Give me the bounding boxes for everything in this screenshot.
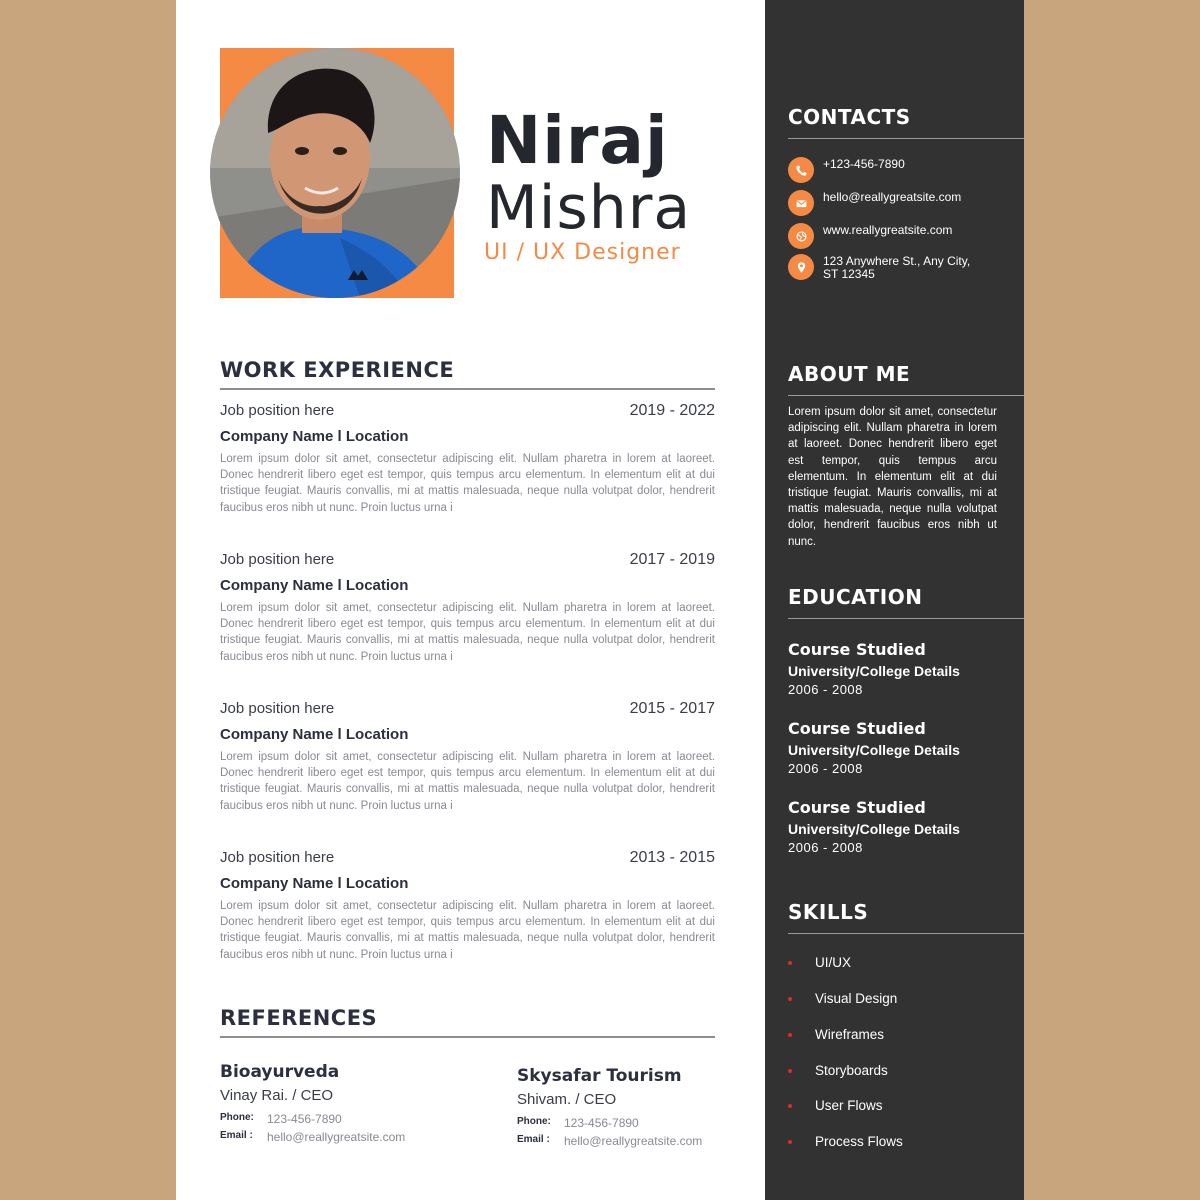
education-heading: EDUCATION [788,585,1024,619]
mail-icon [788,190,814,216]
bullet-icon [788,1140,792,1144]
education-years: 2006 - 2008 [788,761,863,776]
contact-phone-text: +123-456-7890 [823,157,905,171]
contact-website [788,223,952,249]
skill-label: UI/UX [815,955,852,970]
contact-address-text [823,255,970,281]
job-position: Job position here [220,402,335,419]
reference-card [220,1062,450,1144]
job-company: Company Name l Location [220,875,409,892]
job-description: Lorem ipsum dolor sit amet, consectetur adipiscing elit. Nullam pharetra in lorem at laoreet. Donec hendrerit libero eget est tempor, quis tempus arcu elementum. In elementum elit at dui tristique feugiat. Mauris convallis, mi at mattis malesuada, neque nulla volutpat dolor, hendrerit faucibus eros nibh ut nunc. Proin luctus urna i [220,453,715,514]
phone-label: Phone: [220,1112,254,1123]
skill-item [788,1134,903,1149]
education-years: 2006 - 2008 [788,840,863,855]
job-description: Lorem ipsum dolor sit amet, consectetur adipiscing elit. Nullam pharetra in lorem at laoreet. Donec hendrerit libero eget est tempor, quis tempus arcu elementum. In elementum elit at dui tristique feugiat. Mauris convallis, mi at mattis malesuada, neque nulla volutpat dolor, hendrerit faucibus eros nibh ut nunc. Proin luctus urna i [220,900,715,961]
job-title: UI / UX Designer [484,240,681,265]
contact-phone [788,157,905,183]
education-institution: University/College Details [788,742,960,758]
job-years: 2015 - 2017 [629,700,715,717]
education-course: Course Studied [788,798,926,817]
email-label: Email : [517,1134,550,1145]
reference-email: hello@reallygreatsite.com [564,1134,703,1148]
reference-name: Skysafar Tourism [517,1066,682,1086]
job-description: Lorem ipsum dolor sit amet, consectetur adipiscing elit. Nullam pharetra in lorem at laoreet. Donec hendrerit libero eget est tempor, quis tempus arcu elementum. In elementum elit at dui tristique feugiat. Mauris convallis, mi at mattis malesuada, neque nulla volutpat dolor, hendrerit faucibus eros nibh ut nunc. Proin luctus urna i [220,602,715,663]
reference-role: Vinay Rai. / CEO [220,1087,334,1104]
skill-label: Wireframes [815,1027,885,1042]
skill-label: User Flows [815,1098,883,1113]
education-institution: University/College Details [788,663,960,679]
skill-label: Process Flows [815,1134,903,1149]
contact-email-text: hello@reallygreatsite.com [823,190,962,204]
education-entry [788,719,1018,776]
job-position: Job position here [220,849,335,866]
skill-item [788,1098,883,1113]
email-label: Email : [220,1130,253,1141]
bullet-icon [788,1033,792,1037]
resume-main-column [176,0,765,1200]
bullet-icon [788,961,792,965]
reference-phone: 123-456-7890 [564,1116,639,1130]
bullet-icon [788,997,792,1001]
contact-website-text: www.reallygreatsite.com [823,223,953,237]
skill-label: Storyboards [815,1063,888,1078]
reference-role: Shivam. / CEO [517,1091,617,1108]
last-name: Mishra [486,173,692,243]
skill-item [788,1027,884,1042]
job-years: 2017 - 2019 [629,551,715,568]
address-line-1: 123 Anywhere St., Any City, [823,254,971,268]
reference-phone: 123-456-7890 [267,1112,342,1126]
globe-icon [788,223,814,249]
job-entry [220,551,715,665]
education-course: Course Studied [788,719,926,738]
reference-email: hello@reallygreatsite.com [267,1130,406,1144]
phone-icon [788,157,814,183]
about-me-heading: ABOUT ME [788,362,1024,396]
job-description: Lorem ipsum dolor sit amet, consectetur adipiscing elit. Nullam pharetra in lorem at laoreet. Donec hendrerit libero eget est tempor, quis tempus arcu elementum. In elementum elit at dui tristique feugiat. Mauris convallis, mi at mattis malesuada, neque nulla volutpat dolor, hendrerit faucibus eros nibh ut nunc. Proin luctus urna i [220,751,715,812]
skills-heading: SKILLS [788,900,1024,934]
contact-address [788,254,970,281]
job-position: Job position here [220,551,335,568]
education-institution: University/College Details [788,821,960,837]
first-name: Niraj [486,102,669,179]
job-years: 2019 - 2022 [629,402,715,419]
resume-sidebar [765,0,1024,1200]
job-position: Job position here [220,700,335,717]
skill-item [788,991,897,1006]
skill-label: Visual Design [815,991,898,1006]
education-entry [788,640,1018,697]
phone-label: Phone: [517,1116,551,1127]
job-entry [220,402,715,516]
profile-photo-illustration [210,48,460,298]
location-pin-icon [788,254,814,280]
contact-email [788,190,961,216]
job-entry [220,849,715,963]
reference-card [517,1066,747,1148]
references-heading: REFERENCES [220,1006,715,1038]
job-company: Company Name l Location [220,726,409,743]
address-line-2: ST 12345 [823,267,875,281]
reference-name: Bioayurveda [220,1062,340,1082]
about-me-text: Lorem ipsum dolor sit amet, consectetur adipiscing elit. Nullam pharetra in lorem at laoreet. Donec hendrerit libero eget est tempor, quis tempus arcu elementum. In elementum elit at dui tristique feugiat. Mauris convallis, mi at mattis malesuada, neque nulla volutpat dolor, hendrerit faucibus eros nibh ut nunc. [788,406,997,548]
education-course: Course Studied [788,640,926,659]
work-experience-heading: WORK EXPERIENCE [220,358,715,390]
job-years: 2013 - 2015 [629,849,715,866]
bullet-icon [788,1069,792,1073]
profile-photo [210,48,460,298]
education-years: 2006 - 2008 [788,682,863,697]
bullet-icon [788,1104,792,1108]
education-entry [788,798,1018,855]
contacts-heading: CONTACTS [788,105,1024,139]
skill-item [788,1063,888,1078]
profile-photo-frame [220,48,472,300]
job-company: Company Name l Location [220,577,409,594]
job-company: Company Name l Location [220,428,409,445]
skill-item [788,955,851,970]
job-entry [220,700,715,814]
